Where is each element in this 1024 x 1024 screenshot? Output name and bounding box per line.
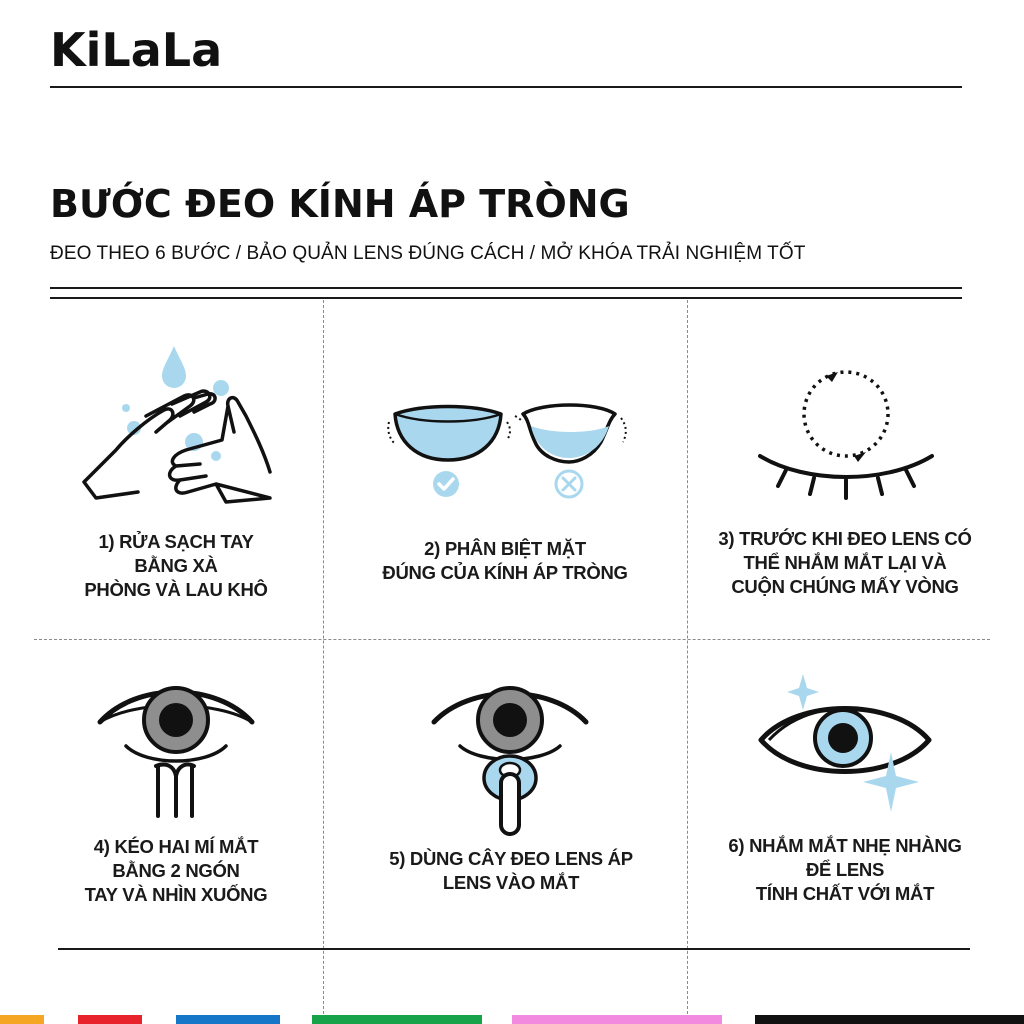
eye-sparkle-icon: [757, 672, 933, 818]
eyelid-pull-icon: [96, 670, 256, 820]
step-5-caption: 5) DÙNG CÂY ĐEO LENS ÁP LENS VÀO MẮT: [389, 848, 633, 893]
step-4-caption: 4) KÉO HAI MÍ MẮT BẰNG 2 NGÓN TAY VÀ NHÌN XUỐNG: [84, 836, 268, 905]
step-6-caption: 6) NHẮM MẮT NHẸ NHÀNG ĐỂ LENS TÍNH CHẤT VỚI MẮT: [728, 835, 962, 904]
page-title: BƯỚC ĐEO KÍNH ÁP TRÒNG: [50, 182, 630, 226]
color-bar-black: [755, 1015, 1024, 1024]
color-bar-green: [312, 1015, 482, 1024]
step-1-caption: 1) RỬA SẠCH TAY BẰNG XÀ PHÒNG VÀ LAU KHÔ: [84, 531, 268, 600]
hand-washing-icon: [76, 342, 276, 512]
grid-divider-v1: [323, 300, 324, 1024]
step-3-caption: 3) TRƯỚC KHI ĐEO LENS CÓ THỂ NHẮM MẮT LẠI VÀ CUỘN CHÚNG MẤY VÒNG: [718, 528, 972, 597]
subtitle-divider-bottom: [50, 297, 962, 299]
lens-applicator-icon: [430, 672, 590, 838]
color-bar-orange: [0, 1015, 44, 1024]
page-subtitle: ĐEO THEO 6 BƯỚC / BẢO QUẢN LENS ĐÚNG CÁCH / MỞ KHÓA TRẢI NGHIỆM TỐT: [50, 243, 806, 264]
color-bar-red: [78, 1015, 142, 1024]
lens-orientation-icon: [383, 400, 633, 504]
eye-roll-icon: [756, 370, 936, 502]
grid-divider-v2: [687, 300, 688, 1024]
step-2-caption: 2) PHÂN BIỆT MẶT ĐÚNG CỦA KÍNH ÁP TRÒNG: [382, 538, 628, 583]
brand-logo: KiLaLa: [50, 23, 223, 77]
subtitle-divider-top: [50, 287, 962, 289]
grid-divider-h: [34, 639, 990, 640]
color-bar-blue: [176, 1015, 280, 1024]
footer-divider: [58, 948, 970, 950]
header-divider: [50, 86, 962, 88]
color-bar-pink: [512, 1015, 722, 1024]
